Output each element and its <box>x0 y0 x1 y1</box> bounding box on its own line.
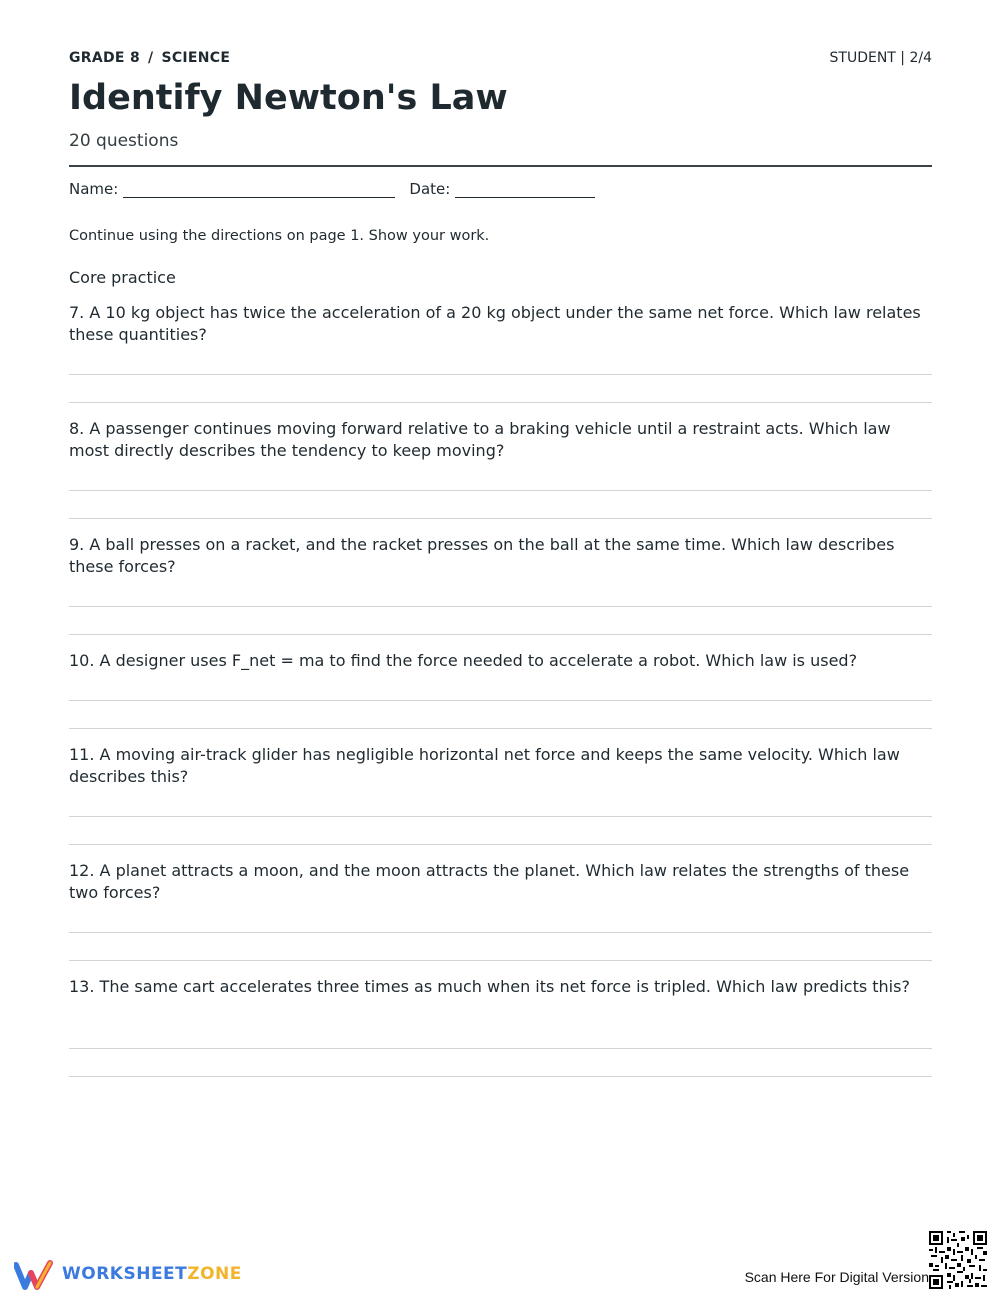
worksheet-page <box>69 0 932 1295</box>
answer-line[interactable] <box>69 518 932 519</box>
question-number: 12. <box>69 861 95 880</box>
name-label: Name: <box>69 180 119 198</box>
answer-line[interactable] <box>69 932 932 933</box>
question-item <box>69 418 932 462</box>
question-number: 7. <box>69 303 85 322</box>
brand-word-1: WORKSHEET <box>62 1264 188 1284</box>
question-text <box>69 302 932 346</box>
answer-line[interactable] <box>69 402 932 403</box>
answer-line[interactable] <box>69 816 932 817</box>
student-page-indicator: STUDENT | 2/4 <box>829 50 932 66</box>
answer-line[interactable] <box>69 374 932 375</box>
question-text <box>69 976 932 998</box>
question-body: The same cart accelerates three times as much when its net force is tripled. Which law predicts this? <box>99 977 910 996</box>
section-title: Core practice <box>69 268 176 287</box>
question-body: A designer uses F_net = ma to find the force needed to accelerate a robot. Which law is used? <box>99 651 858 670</box>
question-body: A moving air-track glider has negligible horizontal net force and keeps the same velocity. Which law describes this? <box>69 745 900 786</box>
question-item <box>69 650 932 672</box>
answer-line[interactable] <box>69 490 932 491</box>
question-body: A passenger continues moving forward relative to a braking vehicle until a restraint acts. Which law most directly describes the tendency to keep moving? <box>69 419 891 460</box>
question-number: 10. <box>69 651 95 670</box>
header-divider <box>69 165 932 167</box>
answer-line[interactable] <box>69 844 932 845</box>
question-item <box>69 976 932 998</box>
answer-line[interactable] <box>69 960 932 961</box>
name-field[interactable] <box>123 181 395 198</box>
breadcrumb-separator: / <box>148 50 154 66</box>
question-body: A ball presses on a racket, and the racket presses on the ball at the same time. Which law describes these forces? <box>69 535 895 576</box>
date-label: Date: <box>409 180 451 198</box>
question-item <box>69 302 932 346</box>
answer-line[interactable] <box>69 606 932 607</box>
question-number: 11. <box>69 745 95 764</box>
answer-line[interactable] <box>69 700 932 701</box>
brand-name <box>62 1264 242 1284</box>
page-title: Identify Newton's Law <box>69 78 508 118</box>
question-number: 13. <box>69 977 95 996</box>
breadcrumb <box>69 50 230 66</box>
scan-caption: Scan Here For Digital Version <box>744 1269 929 1285</box>
question-text <box>69 650 932 672</box>
qr-code-icon[interactable] <box>929 1231 987 1289</box>
question-number: 9. <box>69 535 85 554</box>
date-field[interactable] <box>455 181 595 198</box>
question-text <box>69 418 932 462</box>
answer-line[interactable] <box>69 634 932 635</box>
grade-label: GRADE 8 <box>69 50 141 66</box>
instructions: Continue using the directions on page 1. Show your work. <box>69 228 490 244</box>
answer-line[interactable] <box>69 1076 932 1077</box>
question-text <box>69 860 932 904</box>
answer-line[interactable] <box>69 728 932 729</box>
question-text <box>69 744 932 788</box>
question-item <box>69 860 932 904</box>
name-date-row <box>69 180 595 198</box>
worksheetzone-logo[interactable] <box>14 1259 244 1291</box>
question-number: 8. <box>69 419 85 438</box>
question-body: A planet attracts a moon, and the moon attracts the planet. Which law relates the strengths of these two forces? <box>69 861 910 902</box>
answer-line[interactable] <box>69 1048 932 1049</box>
question-item <box>69 744 932 788</box>
question-text <box>69 534 932 578</box>
question-body: A 10 kg object has twice the acceleration of a 20 kg object under the same net force. Which law relates these quantities? <box>69 303 921 344</box>
question-item <box>69 534 932 578</box>
header-bar <box>69 50 932 70</box>
worksheetzone-w-logo-icon <box>14 1259 56 1291</box>
brand-word-2: ZONE <box>187 1264 242 1284</box>
subject-label: SCIENCE <box>161 50 231 66</box>
question-count: 20 questions <box>69 131 179 151</box>
